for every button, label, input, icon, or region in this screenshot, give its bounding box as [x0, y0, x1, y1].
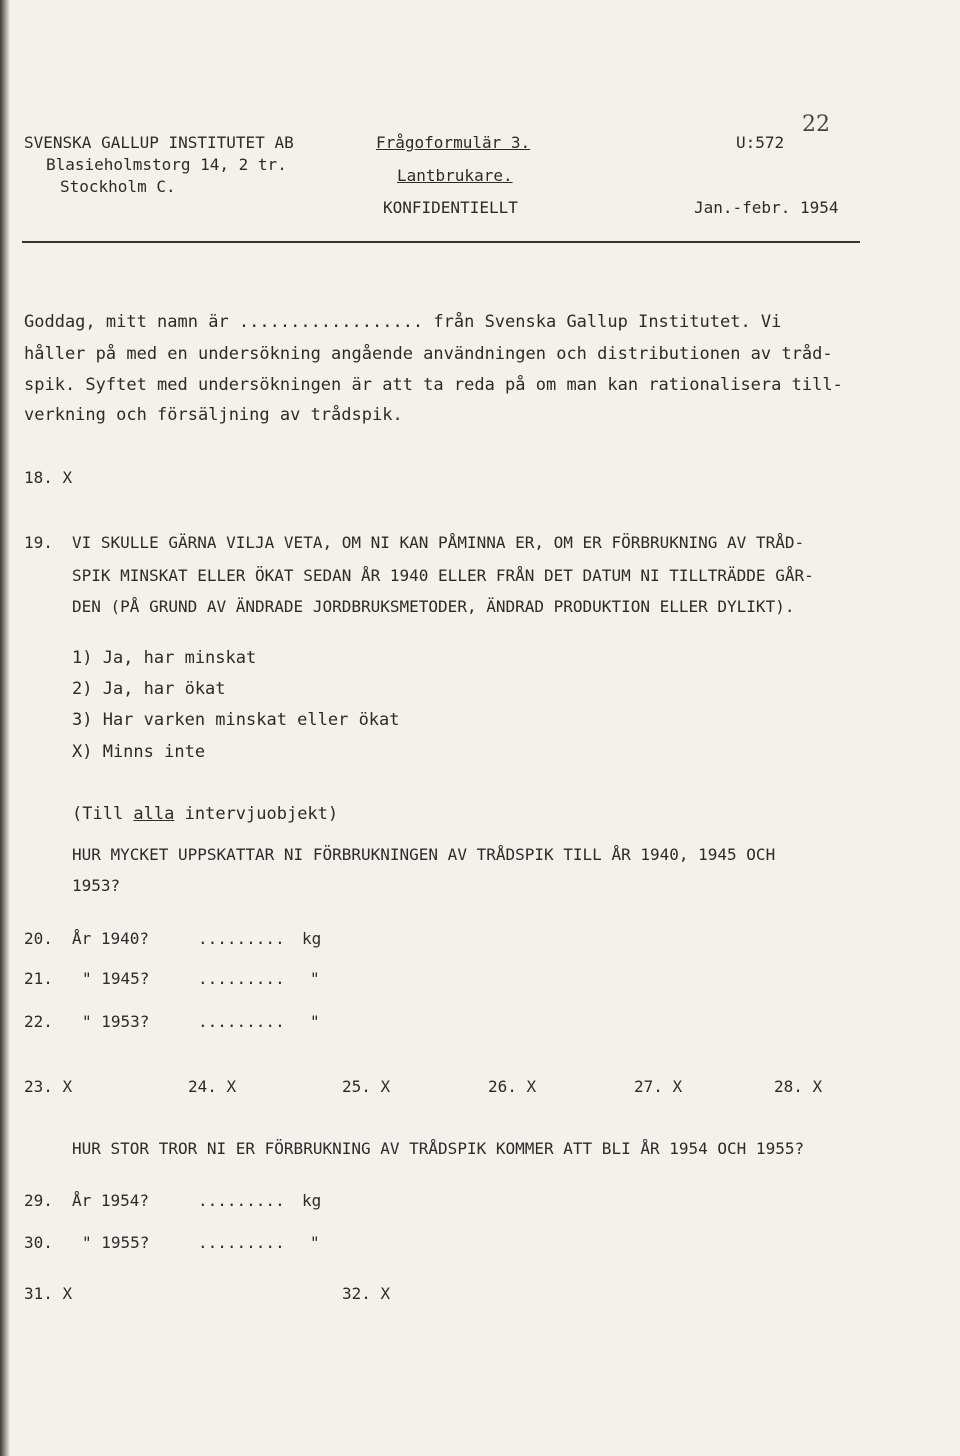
q30-number: 30.: [24, 1233, 53, 1252]
question-31: 31. X: [24, 1284, 73, 1303]
q20-blank: .........: [198, 929, 285, 948]
survey-date: Jan.-febr. 1954: [694, 198, 839, 217]
intro-line-4: verkning och försäljning av trådspik.: [24, 405, 403, 425]
q29-label: År 1954?: [72, 1191, 150, 1210]
question-19-line-3: DEN (PÅ GRUND AV ÄNDRADE JORDBRUKSMETODER, ÄNDRAD PRODUKTION ELLER DYLIKT).: [72, 597, 795, 616]
question-23: 23. X: [24, 1077, 73, 1096]
q19-option-1: 1) Ja, har minskat: [72, 648, 257, 668]
future-question: HUR STOR TROR NI ER FÖRBRUKNING AV TRÅDSPIK KOMMER ATT BLI ÅR 1954 OCH 1955?: [72, 1139, 805, 1158]
q20-label: År 1940?: [72, 929, 150, 948]
q22-blank: .........: [198, 1012, 285, 1031]
q29-number: 29.: [24, 1191, 53, 1210]
q30-label: " 1955?: [82, 1233, 150, 1252]
q19-option-3: 3) Har varken minskat eller ökat: [72, 710, 400, 730]
scan-edge-shadow: [0, 0, 10, 1456]
handwritten-page-mark: 22: [802, 112, 830, 137]
question-25: 25. X: [342, 1077, 391, 1096]
q19-option-2: 2) Ja, har ökat: [72, 679, 226, 699]
confidential-label: KONFIDENTIELLT: [383, 198, 518, 217]
estimate-question-line-1: HUR MYCKET UPPSKATTAR NI FÖRBRUKNINGEN AV TRÅDSPIK TILL ÅR 1940, 1945 OCH: [72, 845, 776, 864]
to-all-after: intervjuobjekt): [174, 804, 339, 824]
q20-number: 20.: [24, 929, 53, 948]
form-title: Frågoformulär 3.: [376, 133, 531, 152]
question-19-number: 19.: [24, 533, 53, 552]
question-27: 27. X: [634, 1077, 683, 1096]
q30-blank: .........: [198, 1233, 285, 1252]
q30-unit: ": [310, 1233, 320, 1252]
q22-unit: ": [310, 1012, 320, 1031]
q21-label: " 1945?: [82, 969, 150, 988]
estimate-question-line-2: 1953?: [72, 876, 121, 895]
question-28: 28. X: [774, 1077, 823, 1096]
org-address: Blasieholmstorg 14, 2 tr.: [46, 155, 287, 174]
q22-label: " 1953?: [82, 1012, 150, 1031]
org-city: Stockholm C.: [60, 177, 176, 196]
to-all-note: [72, 804, 338, 824]
survey-code: U:572: [736, 133, 785, 152]
intro-line-1: Goddag, mitt namn är .................. från Svenska Gallup Institutet. Vi: [24, 312, 782, 332]
question-18: 18. X: [24, 468, 73, 487]
q29-unit: kg: [302, 1191, 322, 1210]
intro-line-2: håller på med en undersökning angående användningen och distributionen av tråd-: [24, 344, 833, 364]
q21-blank: .........: [198, 969, 285, 988]
header-divider: [22, 241, 860, 243]
intro-line-3: spik. Syftet med undersökningen är att ta reda på om man kan rationalisera till-: [24, 375, 843, 395]
question-32: 32. X: [342, 1284, 391, 1303]
question-24: 24. X: [188, 1077, 237, 1096]
q21-unit: ": [310, 969, 320, 988]
question-26: 26. X: [488, 1077, 537, 1096]
respondent-group: Lantbrukare.: [397, 166, 513, 185]
q22-number: 22.: [24, 1012, 53, 1031]
q19-option-x: X) Minns inte: [72, 742, 206, 762]
q21-number: 21.: [24, 969, 53, 988]
question-19-line-2: SPIK MINSKAT ELLER ÖKAT SEDAN ÅR 1940 ELLER FRÅN DET DATUM NI TILLTRÄDDE GÅR-: [72, 566, 814, 585]
to-all-underlined: alla: [133, 804, 175, 824]
question-19-line-1: VI SKULLE GÄRNA VILJA VETA, OM NI KAN PÅMINNA ER, OM ER FÖRBRUKNING AV TRÅD-: [72, 533, 805, 552]
org-name: SVENSKA GALLUP INSTITUTET AB: [24, 133, 294, 152]
q29-blank: .........: [198, 1191, 285, 1210]
q20-unit: kg: [302, 929, 322, 948]
to-all-before: (Till: [72, 804, 134, 824]
